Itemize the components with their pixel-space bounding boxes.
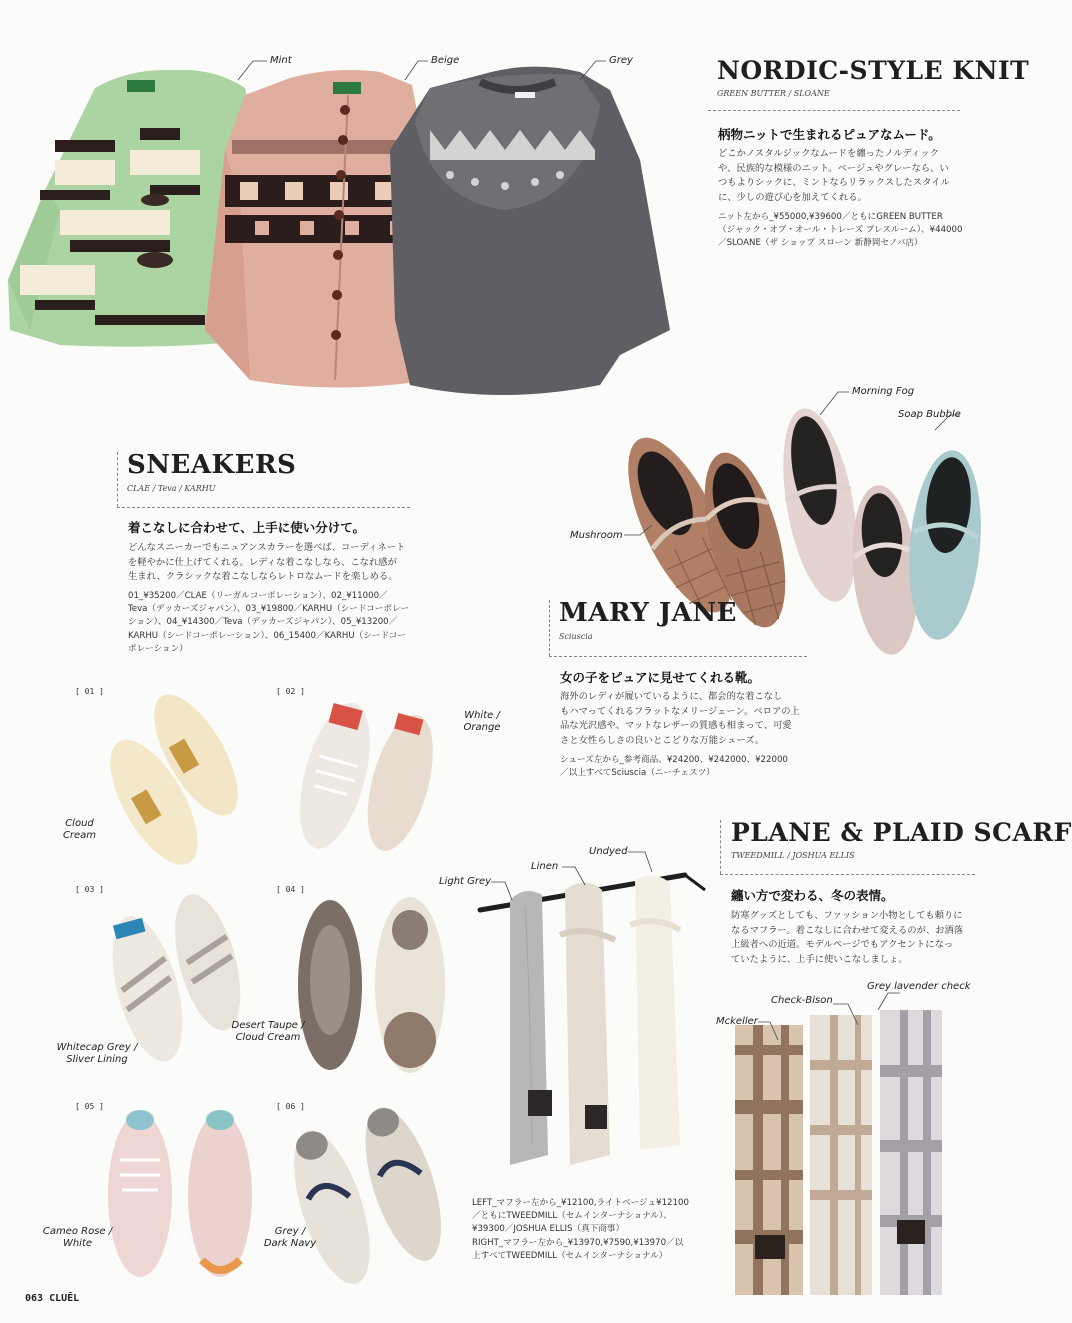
scarf-credit-line: 上すべてTWEEDMILL（セムインターナショナル） [472,1250,668,1261]
section-title-scarf: PLANE & PLAID SCARF [731,818,1072,847]
label-line: Cloud [65,818,94,829]
sneakers-credit-line: 01_¥35200／CLAE（リーガルコーポレーション）、02_¥11000／ [128,591,388,601]
label-mint: Mint [270,55,292,66]
sneakers-body-line: 生まれ、クラシックな着こなしならレトロなムードを楽しめる。 [128,571,398,583]
maryjane-body-line: もハマってくれるフラットなメリージェーン。ベロアの上 [560,705,800,717]
label-linen: Linen [531,861,559,872]
sneakers-credit-line: ション）、04_¥14300／Teva（デッカーズジャパン）、05_¥13200／ [128,617,398,628]
sneakers-credit-line: Teva（デッカーズジャパン）、03_¥19800／KARHU（シードコーポレー [128,604,410,615]
sneaker-number: [ 06 ] [276,1102,305,1111]
nordic-credit-line: ニット左から_¥55000,¥39600／ともにGREEN BUTTER [718,212,943,222]
label-line: Whitecap Grey / [56,1042,138,1053]
label-grey-lavender: Grey lavender check [867,981,971,992]
nordic-body-line: や、民族的な模様のニット。ベージュやグレーなら、い [718,162,949,174]
sneaker-number: [ 04 ] [276,885,305,894]
scarf-credit-line: RIGHT_マフラー左から_¥13970,¥7590,¥13970／以 [472,1237,684,1248]
section-title-sneakers: SNEAKERS [127,450,297,480]
sneaker-number: [ 03 ] [75,885,104,894]
nordic-body-line: つもよりシックに、ミントならリラックスしたスタイル [718,177,950,189]
label-line: White [62,1238,93,1249]
label-beige: Beige [431,55,460,66]
section-title-nordic: NORDIC-STYLE KNIT [717,56,1030,85]
maryjane-body-line: さと女性らしさの良いとこどりな万能シューズ。 [560,734,765,746]
scarf-body-line: 上級者への近道。モデルページでもアクセントになっ [731,939,954,951]
label-mushroom: Mushroom [570,530,623,541]
scarf-credit-line: LEFT_マフラー左から_¥12100,ライトベージュ¥12100 [472,1198,689,1208]
sneaker-number: [ 02 ] [276,687,305,696]
page-folio: 063 CLUĒL [25,1293,80,1304]
sneakers-credit-line: KARHU（シードコーポレーション）、06_15400／KARHU（シードコー [128,630,406,641]
sneaker-number: [ 05 ] [75,1102,104,1111]
label-line: White / [464,710,500,721]
sneakers-lead: 着こなしに合わせて、上手に使い分けて。 [128,520,366,535]
sneakers-body-line: どんなスニーカーでもニュアンスカラーを選べば、コーディネート [128,542,406,553]
section-title-maryjane: MARY JANE [559,598,737,628]
sneakers-credit-line: ポレーション） [128,643,188,654]
scarf-credit [472,1197,707,1263]
label-line: Orange [463,722,501,733]
scarf-body-line: なるマフラー。着こなしに合わせて変えるのが、お洒落 [731,924,964,936]
nordic-credit-line: ／SLOANE（ザ ショップ スローン 新静岡セノバ店） [718,238,923,249]
scarf-credit-line: ¥39300／JOSHUA ELLIS（真下商事） [472,1224,625,1235]
nordic-lead: 柄物ニットで生まれるピュアなムード。 [718,127,941,142]
maryjane-lead: 女の子をピュアに見せてくれる靴。 [560,670,761,685]
label-light-grey: Light Grey [439,876,492,887]
label-line: Cameo Rose / [42,1226,113,1237]
maryjane-brands: Sciuscia [559,632,593,641]
label-line: Dark Navy [263,1238,317,1249]
scarf-credit-line: ／ともにTWEEDMILL（セムインターナショナル）、 [472,1211,672,1222]
sneakers-brands: CLAE / Teva / KARHU [127,484,216,493]
label-mckeller: Mckeller [716,1016,758,1027]
label-line: Sliver Lining [66,1054,128,1065]
scarf-lead: 纏い方で変わる、冬の表情。 [731,888,894,903]
label-undyed: Undyed [589,846,628,857]
label-line: Grey / [274,1226,306,1237]
label-line: Cream [62,830,97,841]
maryjane-credit-line: シューズ左から_参考商品、¥24200、¥242000、¥22000 [560,755,788,765]
label-check-bison: Check-Bison [771,995,833,1006]
label-grey: Grey [609,55,633,66]
nordic-brands: GREEN BUTTER / SLOANE [717,89,830,98]
label-soap-bubble: Soap Bubble [898,409,961,420]
label-line: Cloud Cream [235,1032,301,1043]
label-morning-fog: Morning Fog [852,386,915,397]
maryjane-body-line: 品な光沢感や、マットなレザーの質感も相まって、可愛 [560,720,792,732]
maryjane-body-line: 海外のレディが履いているように、都会的な着こなし [560,691,783,702]
label-line: Desert Taupe / [231,1020,305,1031]
nordic-body-line: に、少しの遊び心を加えてくれる。 [718,191,867,203]
maryjane-credit-line: ／以上すべてSciuscia（ニーチェスツ） [560,768,715,779]
nordic-body-line: どこかノスタルジックなムードを纏ったノルディック [718,148,939,159]
scarf-body-line: 防寒グッズとしても、ファッション小物としても頼りに [731,910,963,921]
nordic-credit-line: （ジャック・オブ・オール・トレーズ プレスルーム）、¥44000 [718,225,963,236]
sneaker-number: [ 01 ] [75,687,104,696]
sneakers-body-line: を軽やかに仕上げてくれる。レディな着こなしなら、こなれ感が [128,556,397,568]
scarf-brands: TWEEDMILL / JOSHUA ELLIS [731,851,855,860]
scarf-body-line: ていたように、上手に使いこなしましょ。 [731,953,908,965]
